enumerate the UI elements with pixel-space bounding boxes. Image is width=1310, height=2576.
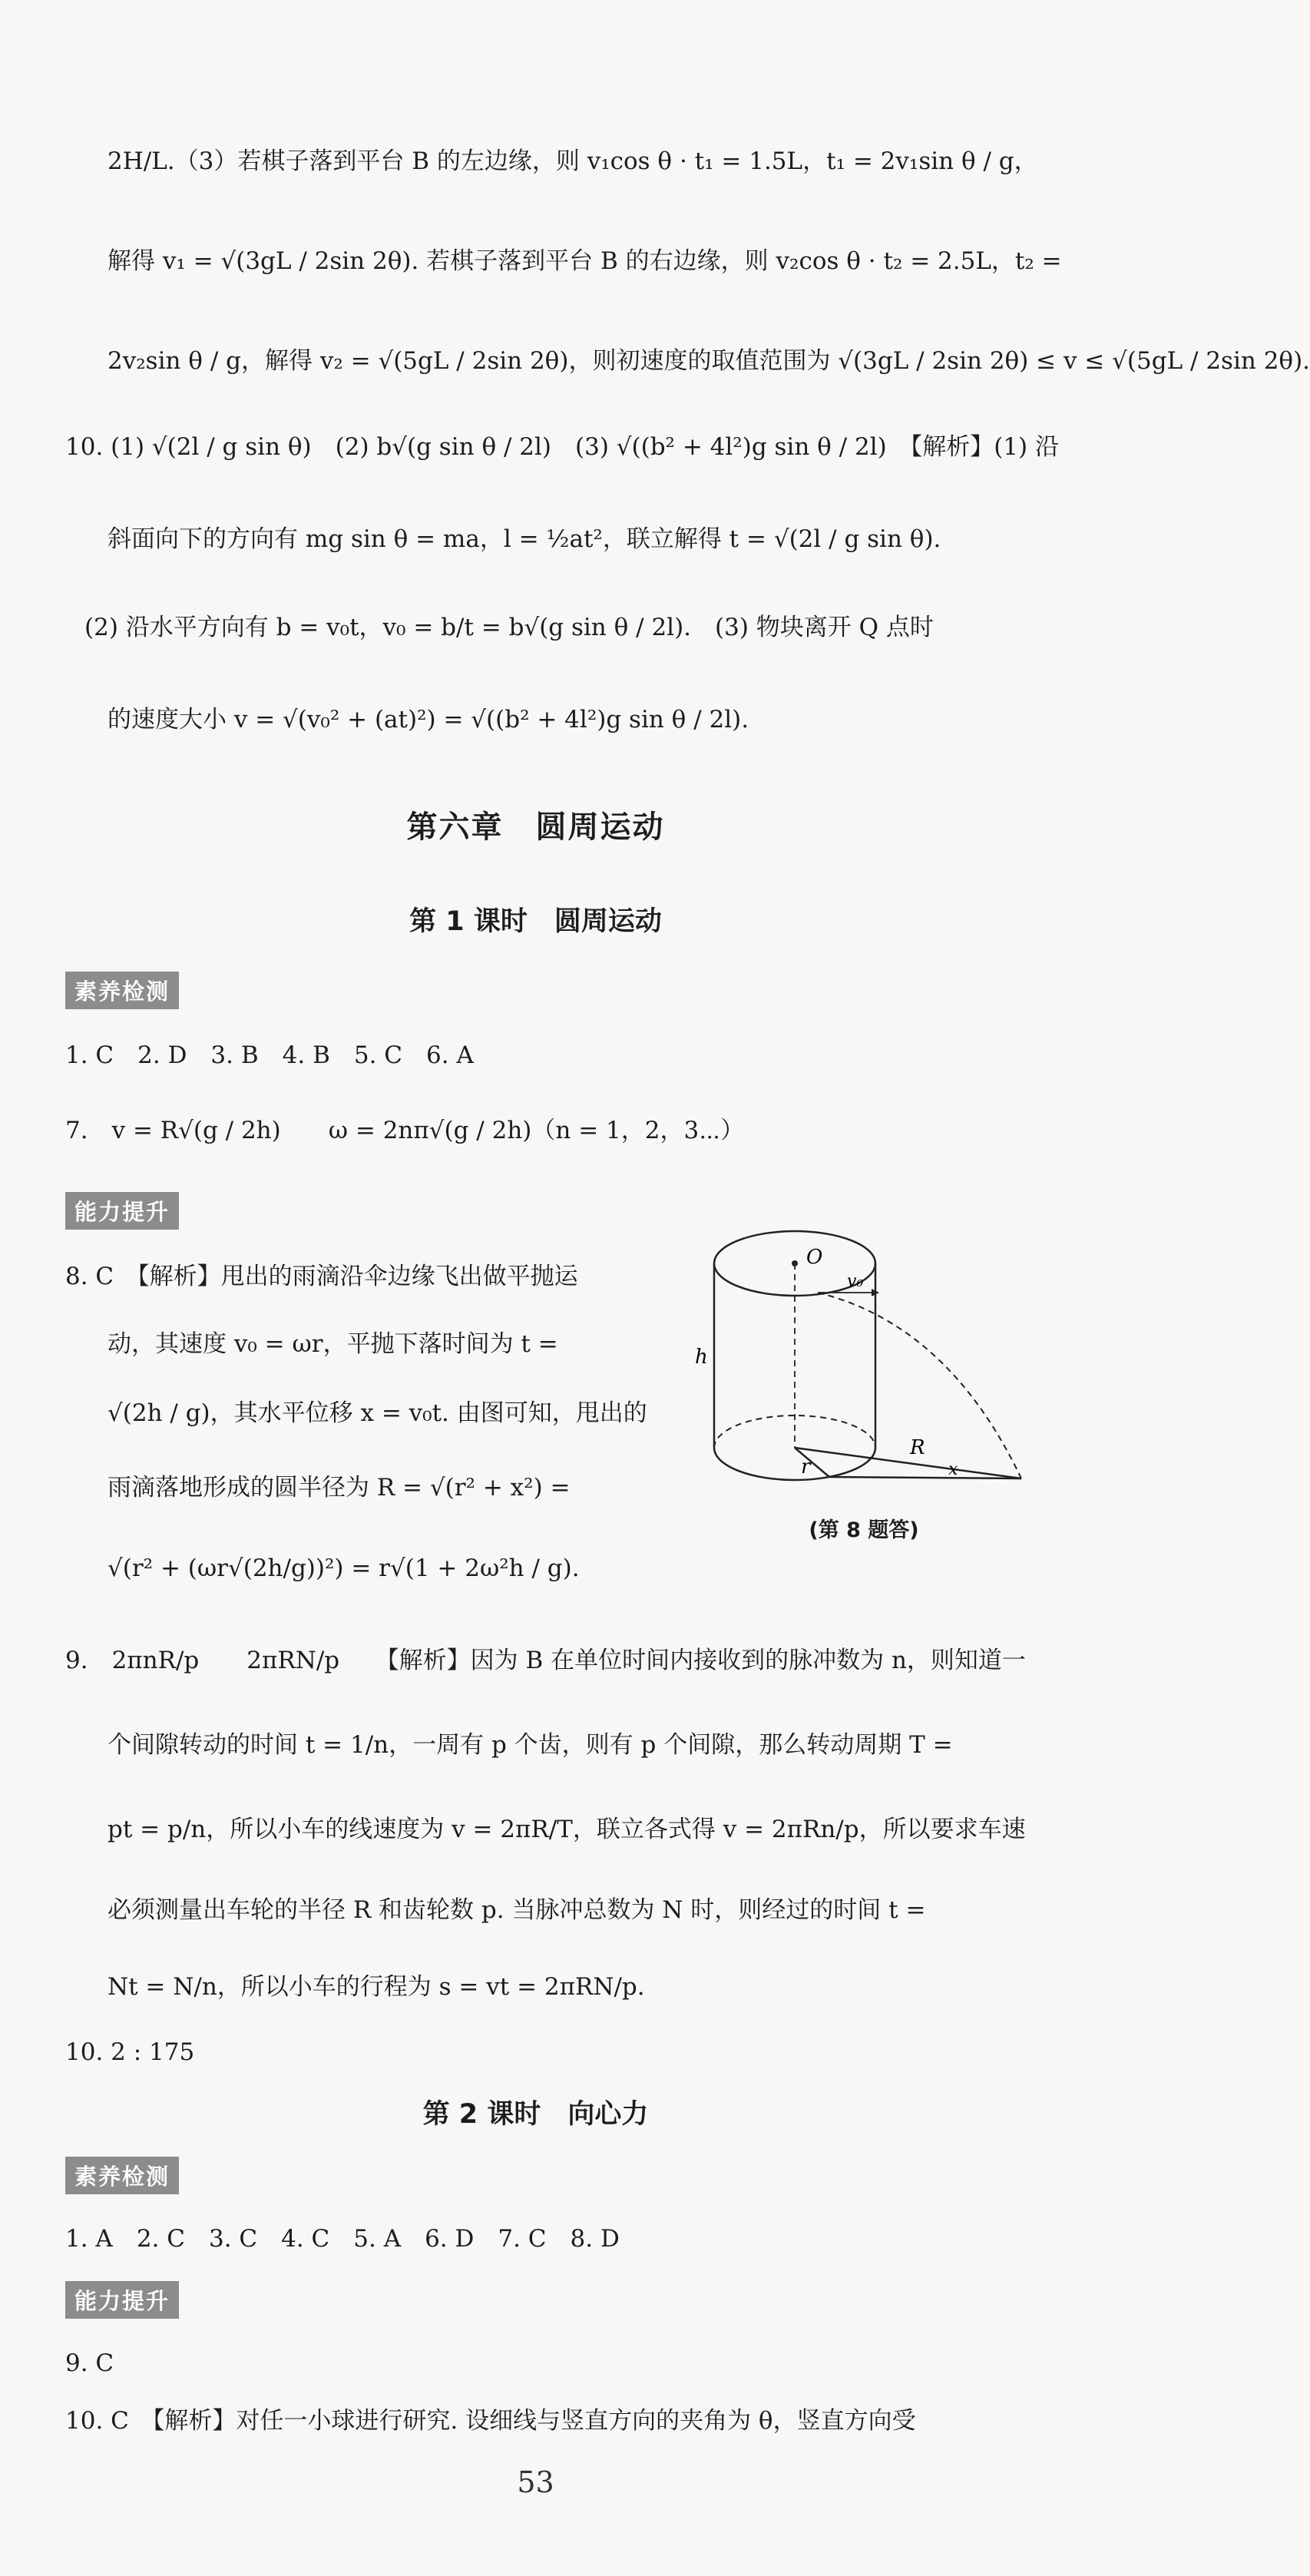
- answer-line: 10. 2 : 175: [65, 2038, 195, 2066]
- answer-line: 7. v = R√(g / 2h) ω = 2nπ√(g / 2h)（n = 1，2，3⋯）: [65, 1117, 745, 1144]
- label-O: O: [806, 1246, 823, 1269]
- label-r: r: [801, 1455, 811, 1478]
- text-line: 个间隙转动的时间 t = 1/n，一周有 p 个齿，则有 p 个间隙，那么转动周期 T =: [108, 1731, 953, 1759]
- section-tag: 素养检测: [65, 972, 179, 1009]
- section-tag: 素养检测: [65, 2157, 179, 2194]
- text-line: 8. C 【解析】甩出的雨滴沿伞边缘飞出做平抛运: [65, 1263, 578, 1290]
- text-line: 动，其速度 v₀ = ωr，平抛下落时间为 t =: [108, 1330, 558, 1358]
- text-line: 必须测量出车轮的半径 R 和齿轮数 p. 当脉冲总数为 N 时，则经过的时间 t =: [108, 1896, 926, 1924]
- page-number: 53: [517, 2465, 554, 2499]
- label-x: x: [948, 1460, 958, 1479]
- text-line: (2) 沿水平方向有 b = v₀t，v₀ = b/t = b√(g sin θ / 2l). (3) 物块离开 Q 点时: [84, 614, 934, 641]
- text-line: 解得 v₁ = √(3gL / 2sin 2θ). 若棋子落到平台 B 的右边缘，则 v₂cos θ · t₂ = 2.5L，t₂ =: [108, 247, 1062, 275]
- lesson-title: 第 2 课时 向心力: [422, 2099, 649, 2130]
- text-line: 2H/L.（3）若棋子落到平台 B 的左边缘，则 v₁cos θ · t₁ = 1.5L，t₁ = 2v₁sin θ / g，: [108, 147, 1038, 175]
- answer-line: 1. A 2. C 3. C 4. C 5. A 6. D 7. C 8. D: [65, 2225, 620, 2253]
- text-line: √(2h / g)，其水平位移 x = v₀t. 由图可知，甩出的: [108, 1399, 647, 1427]
- text-line: 10. C 【解析】对任一小球进行研究. 设细线与竖直方向的夹角为 θ，竖直方向受: [65, 2407, 916, 2435]
- q8-figure: [695, 1210, 1033, 1563]
- text-line: 斜面向下的方向有 mg sin θ = ma，l = ½at²，联立解得 t = √(2l / g sin θ).: [108, 525, 941, 553]
- label-R: R: [910, 1436, 925, 1459]
- text-line: Nt = N/n，所以小车的行程为 s = vt = 2πRN/p.: [108, 1973, 645, 2001]
- label-h: h: [695, 1346, 708, 1369]
- answer-line: 1. C 2. D 3. B 4. B 5. C 6. A: [65, 1041, 474, 1069]
- text-line: 的速度大小 v = √(v₀² + (at)²) = √((b² + 4l²)g sin θ / 2l).: [108, 706, 749, 733]
- section-tag: 能力提升: [65, 2281, 179, 2319]
- label-v0: v₀: [847, 1272, 864, 1291]
- text-line: √(r² + (ωr√(2h/g))²) = r√(1 + 2ω²h / g).: [108, 1555, 580, 1582]
- text-line: 10. (1) √(2l / g sin θ) (2) b√(g sin θ / 2l) (3) √((b² + 4l²)g sin θ / 2l) 【解析】(1) 沿: [65, 433, 1059, 461]
- answer-line: 9. C: [65, 2349, 114, 2377]
- text-line: 雨滴落地形成的圆半径为 R = √(r² + x²) =: [108, 1474, 571, 1502]
- text-line: 2v₂sin θ / g，解得 v₂ = √(5gL / 2sin 2θ)，则初速度的取值范围为 √(3gL / 2sin 2θ) ≤ v ≤ √(5gL / 2sin 2θ).: [108, 347, 1310, 375]
- text-line: pt = p/n，所以小车的线速度为 v = 2πR/T，联立各式得 v = 2πRn/p，所以要求车速: [108, 1816, 1026, 1843]
- chapter-title: 第六章 圆周运动: [406, 810, 665, 845]
- cylinder-diagram: [695, 1210, 1033, 1517]
- lesson-title: 第 1 课时 圆周运动: [409, 906, 662, 937]
- figure-caption: (第 8 题答): [809, 1518, 919, 1542]
- section-tag: 能力提升: [65, 1192, 179, 1230]
- text-line: 9. 2πnR/p 2πRN/p 【解析】因为 B 在单位时间内接收到的脉冲数为 n，则知道一: [65, 1647, 1026, 1674]
